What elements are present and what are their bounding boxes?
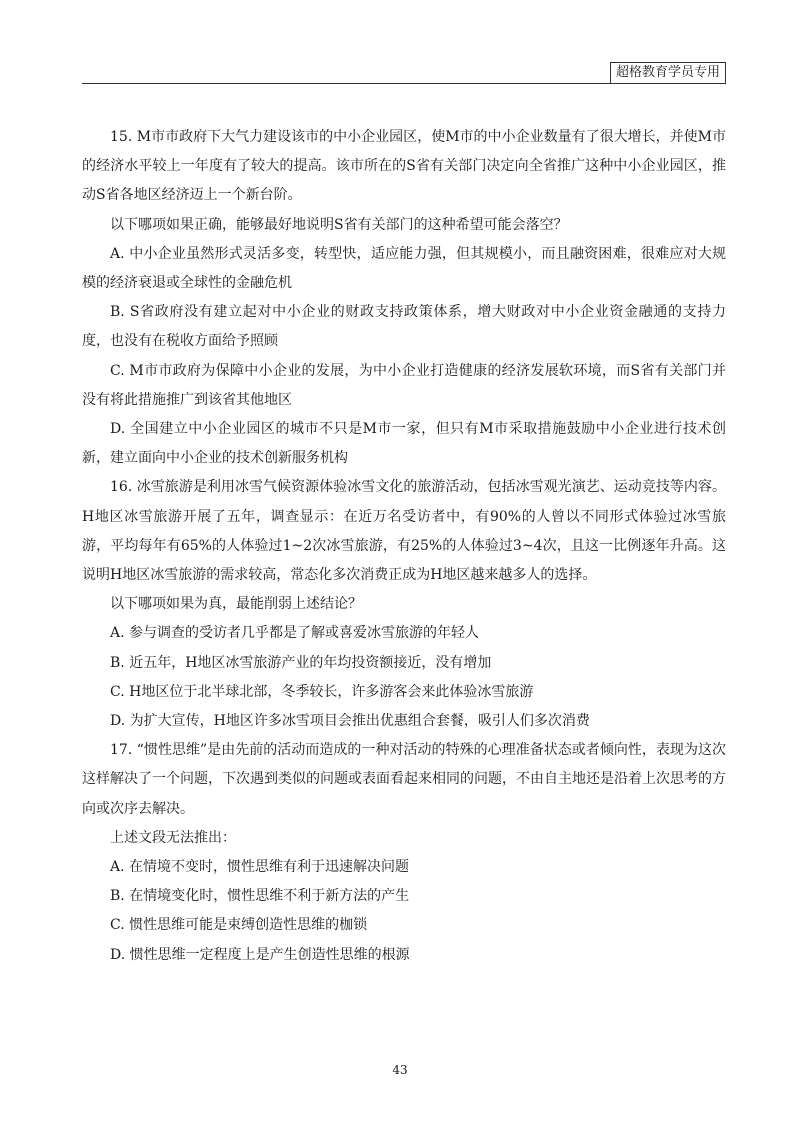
question-15-option-a: A. 中小企业虽然形式灵活多变，转型快，适应能力强，但其规模小，而且融资困难，很难应对大规模的经济衰退或全球性的金融危机 [82,245,726,292]
question-17-option-d: D. 惯性思维一定程度上是产生创造性思维的根源 [110,946,410,963]
question-15-stem: 15. M市市政府下大气力建设该市的中小企业园区，使M市的中小企业数量有了很大增长，并使M市的经济水平较上一年度有了较大的提高。该市所在的S省有关部门决定向全省推广这种中小企业园区，推动S省各地区经济迈上一个新台阶。 [82,129,726,204]
question-16-option-c: C. H地区位于北半球北部，冬季较长，许多游客会来此体验冰雪旅游 [110,683,534,700]
question-16-prompt: 以下哪项如果为真，最能削弱上述结论？ [110,596,362,613]
question-15-option-c: C. M市市政府为保障中小企业的发展，为中小企业打造健康的经济发展软环境，而S省有关部门并没有将此措施推广到该省其他地区 [82,362,726,408]
question-15-option-b: B. S省政府没有建立起对中小企业的财政支持政策体系，增大财政对中小企业资金融通的支持力度，也没有在税收方面给予照顾 [82,304,726,350]
question-16-option-d: D. 为扩大宣传，H地区许多冰雪项目会推出优惠组合套餐，吸引人们多次消费 [110,713,590,730]
question-15-prompt: 以下哪项如果正确，能够最好地说明S省有关部门的这种希望可能会落空？ [110,216,568,233]
question-17-option-c: C. 惯性思维可能是束缚创造性思维的枷锁 [110,917,368,934]
page-content [82,123,726,970]
question-15-option-d: D. 全国建立中小企业园区的城市不只是M市一家，但只有M市采取措施鼓励中小企业进行技术创新，建立面向中小企业的技术创新服务机构 [82,421,726,467]
question-17-option-a: A. 在情境不变时，惯性思维有利于迅速解决问题 [110,859,410,876]
question-17-stem: 17. “惯性思维”是由先前的活动而造成的一种对活动的特殊的心理准备状态或者倾向性，表现为这次这样解决了一个问题，下次遇到类似的问题或表面看起来相同的问题，不由自主地还是沿着上次思考的方向或次序去解决。 [82,742,726,817]
question-16-option-a: A. 参与调查的受访者几乎都是了解或喜爱冰雪旅游的年轻人 [110,625,480,642]
page-number: 43 [392,1063,408,1077]
header-tag: 超格教育学员专用 [610,62,726,84]
question-17-option-b: B. 在情境变化时，惯性思维不利于新方法的产生 [110,888,410,905]
question-17-prompt: 上述文段无法推出： [110,829,236,846]
question-16-stem: 16. 冰雪旅游是利用冰雪气候资源体验冰雪文化的旅游活动，包括冰雪观光演艺、运动竞技等内容。H地区冰雪旅游开展了五年，调查显示：在近万名受访者中，有90%的人曾以不同形式体验过冰雪旅游，平均每年有65%的人体验过1~2次冰雪旅游，有25%的人体验过3~4次，且这一比例逐年升高。这说明H地区冰雪旅游的需求较高，常态化多次消费正成为H地区越来越多人的选择。 [82,479,726,584]
question-16-option-b: B. 近五年，H地区冰雪旅游产业的年均投资额接近，没有增加 [110,654,492,671]
